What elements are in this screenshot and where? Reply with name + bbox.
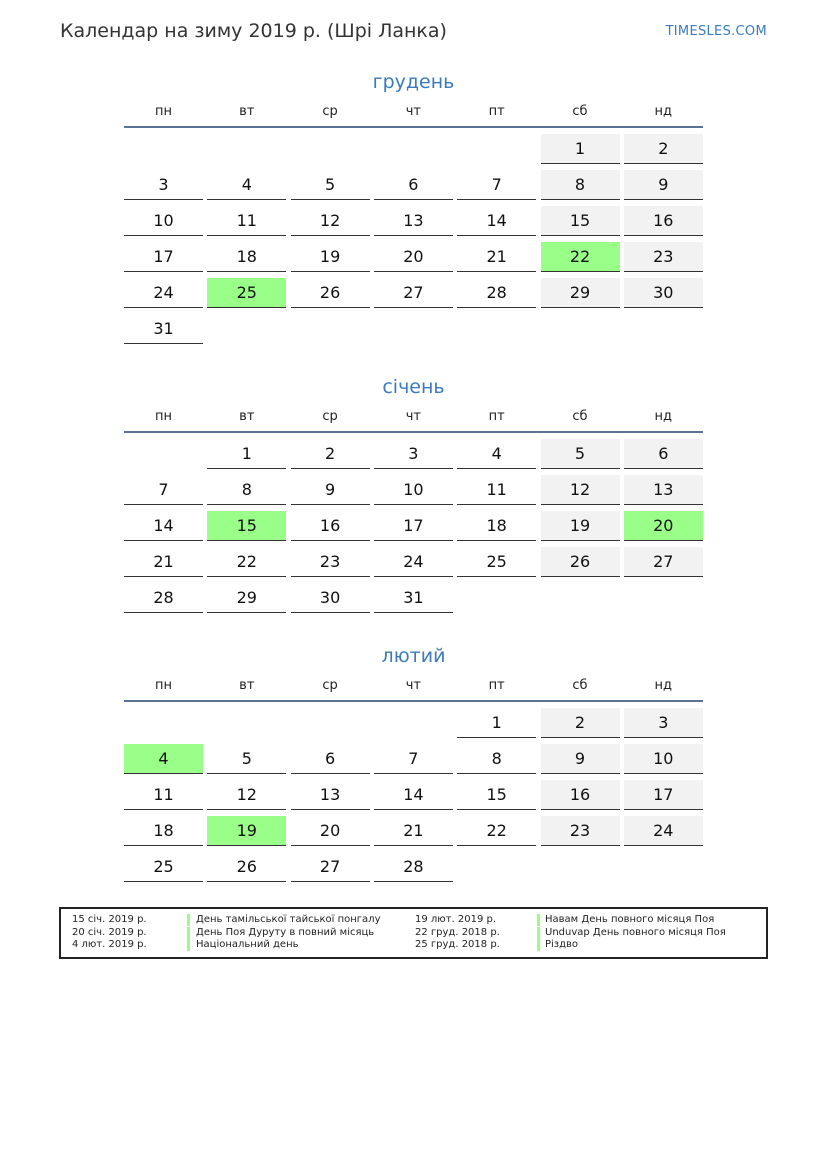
legend-date: 20 січ. 2019 р. — [72, 927, 147, 938]
day-cell: 17 — [124, 242, 203, 272]
weekday-label: пт — [488, 678, 505, 693]
weekday-label: пн — [155, 409, 172, 424]
day-cell: 9 — [291, 475, 370, 505]
day-cell: 28 — [124, 583, 203, 613]
day-cell: 30 — [624, 278, 703, 308]
holiday-legend — [59, 907, 768, 959]
day-cell: 13 — [374, 206, 453, 236]
day-cell: 15 — [541, 206, 620, 236]
day-cell: 1 — [457, 708, 536, 738]
day-cell: 11 — [124, 780, 203, 810]
day-cell: 26 — [291, 278, 370, 308]
month-december — [124, 70, 703, 338]
day-cell: 9 — [541, 744, 620, 774]
day-cell: 7 — [457, 170, 536, 200]
day-cell: 27 — [624, 547, 703, 577]
day-cell: 12 — [541, 475, 620, 505]
day-cell: 20 — [374, 242, 453, 272]
weekday-label: пт — [488, 104, 505, 119]
day-cell: 6 — [374, 170, 453, 200]
day-cell: 23 — [291, 547, 370, 577]
day-cell: 28 — [374, 852, 453, 882]
weekday-label: вт — [239, 104, 255, 119]
day-cell: 3 — [374, 439, 453, 469]
day-cell: 9 — [624, 170, 703, 200]
day-cell: 7 — [124, 475, 203, 505]
day-cell: 25 — [457, 547, 536, 577]
weekday-label: чт — [405, 678, 422, 693]
day-cell: 24 — [374, 547, 453, 577]
month-january — [124, 375, 703, 607]
day-cell: 27 — [291, 852, 370, 882]
day-cell: 16 — [541, 780, 620, 810]
weekday-header — [124, 104, 703, 128]
weekday-label: чт — [405, 409, 422, 424]
legend-holiday-name: Навам День повного місяця Поя — [545, 914, 715, 925]
day-cell: 2 — [291, 439, 370, 469]
day-cell: 25 — [124, 852, 203, 882]
day-cell: 13 — [291, 780, 370, 810]
day-cell: 6 — [624, 439, 703, 469]
day-cell: 14 — [124, 511, 203, 541]
weekday-header — [124, 678, 703, 702]
day-cell: 15 — [207, 511, 286, 541]
day-cell: 11 — [457, 475, 536, 505]
day-cell: 29 — [541, 278, 620, 308]
weekday-label: нд — [654, 104, 673, 119]
legend-date: 15 січ. 2019 р. — [72, 914, 147, 925]
day-cell: 24 — [124, 278, 203, 308]
day-cell: 6 — [291, 744, 370, 774]
day-cell: 19 — [291, 242, 370, 272]
weekday-label: сб — [572, 104, 588, 119]
day-cell: 2 — [624, 134, 703, 164]
day-cell: 23 — [541, 816, 620, 846]
weekday-header — [124, 409, 703, 433]
day-cell: 19 — [541, 511, 620, 541]
legend-date: 22 груд. 2018 р. — [415, 927, 500, 938]
holiday-marker — [187, 914, 190, 926]
weekday-label: чт — [405, 104, 422, 119]
holiday-marker — [187, 927, 190, 939]
day-cell: 21 — [457, 242, 536, 272]
day-cell: 7 — [374, 744, 453, 774]
weekday-label: вт — [239, 678, 255, 693]
day-cell: 31 — [374, 583, 453, 613]
day-cell: 3 — [124, 170, 203, 200]
day-cell: 13 — [624, 475, 703, 505]
day-cell: 16 — [291, 511, 370, 541]
day-cell: 22 — [207, 547, 286, 577]
legend-holiday-name: Unduvap День повного місяця Поя — [545, 927, 726, 938]
day-cell: 24 — [624, 816, 703, 846]
day-cell: 1 — [207, 439, 286, 469]
day-cell: 20 — [291, 816, 370, 846]
day-cell: 5 — [541, 439, 620, 469]
day-cell: 26 — [541, 547, 620, 577]
holiday-marker — [537, 914, 540, 926]
day-cell: 1 — [541, 134, 620, 164]
day-cell: 21 — [124, 547, 203, 577]
day-cell: 14 — [457, 206, 536, 236]
day-cell: 19 — [207, 816, 286, 846]
day-cell: 10 — [624, 744, 703, 774]
day-cell: 22 — [541, 242, 620, 272]
holiday-marker — [537, 927, 540, 939]
day-cell: 12 — [291, 206, 370, 236]
day-cell: 27 — [374, 278, 453, 308]
day-cell: 31 — [124, 314, 203, 344]
day-cell: 8 — [207, 475, 286, 505]
month-title: лютий — [381, 645, 446, 667]
day-cell: 8 — [457, 744, 536, 774]
weekday-label: ср — [322, 409, 338, 424]
day-cell: 11 — [207, 206, 286, 236]
weekday-label: пн — [155, 104, 172, 119]
weekday-label: сб — [572, 678, 588, 693]
legend-holiday-name: Національний день — [196, 939, 299, 950]
day-cell: 3 — [624, 708, 703, 738]
day-cell: 21 — [374, 816, 453, 846]
weekday-label: пн — [155, 678, 172, 693]
weekday-label: пт — [488, 409, 505, 424]
weekday-label: вт — [239, 409, 255, 424]
month-title: грудень — [372, 71, 455, 93]
holiday-marker — [537, 939, 540, 951]
weekday-label: ср — [322, 104, 338, 119]
day-cell: 12 — [207, 780, 286, 810]
legend-holiday-name: Різдво — [545, 939, 579, 950]
day-cell: 20 — [624, 511, 703, 541]
day-cell: 14 — [374, 780, 453, 810]
day-cell: 5 — [207, 744, 286, 774]
day-cell: 18 — [124, 816, 203, 846]
weekday-label: нд — [654, 678, 673, 693]
day-cell: 26 — [207, 852, 286, 882]
day-cell: 29 — [207, 583, 286, 613]
legend-holiday-name: День тамільської тайської понгалу — [196, 914, 381, 925]
page-title: Календар на зиму 2019 р. (Шрі Ланка) — [60, 20, 447, 42]
legend-holiday-name: День Поя Дуруту в повний місяць — [196, 927, 375, 938]
weekday-label: нд — [654, 409, 673, 424]
day-cell: 22 — [457, 816, 536, 846]
day-cell: 4 — [457, 439, 536, 469]
day-cell: 30 — [291, 583, 370, 613]
day-cell: 16 — [624, 206, 703, 236]
day-cell: 17 — [624, 780, 703, 810]
day-cell: 4 — [124, 744, 203, 774]
day-cell: 10 — [124, 206, 203, 236]
legend-date: 19 лют. 2019 р. — [415, 914, 497, 925]
site-link[interactable]: TIMESLES.COM — [665, 24, 767, 39]
day-cell: 4 — [207, 170, 286, 200]
day-cell: 18 — [207, 242, 286, 272]
day-cell: 25 — [207, 278, 286, 308]
day-cell: 17 — [374, 511, 453, 541]
month-february — [124, 644, 703, 876]
holiday-marker — [187, 939, 190, 951]
day-cell: 18 — [457, 511, 536, 541]
month-title: січень — [382, 376, 445, 398]
day-cell: 10 — [374, 475, 453, 505]
legend-date: 4 лют. 2019 р. — [72, 939, 147, 950]
day-cell: 23 — [624, 242, 703, 272]
day-cell: 8 — [541, 170, 620, 200]
day-cell: 28 — [457, 278, 536, 308]
day-cell: 2 — [541, 708, 620, 738]
weekday-label: сб — [572, 409, 588, 424]
legend-date: 25 груд. 2018 р. — [415, 939, 500, 950]
weekday-label: ср — [322, 678, 338, 693]
day-cell: 15 — [457, 780, 536, 810]
day-cell: 5 — [291, 170, 370, 200]
